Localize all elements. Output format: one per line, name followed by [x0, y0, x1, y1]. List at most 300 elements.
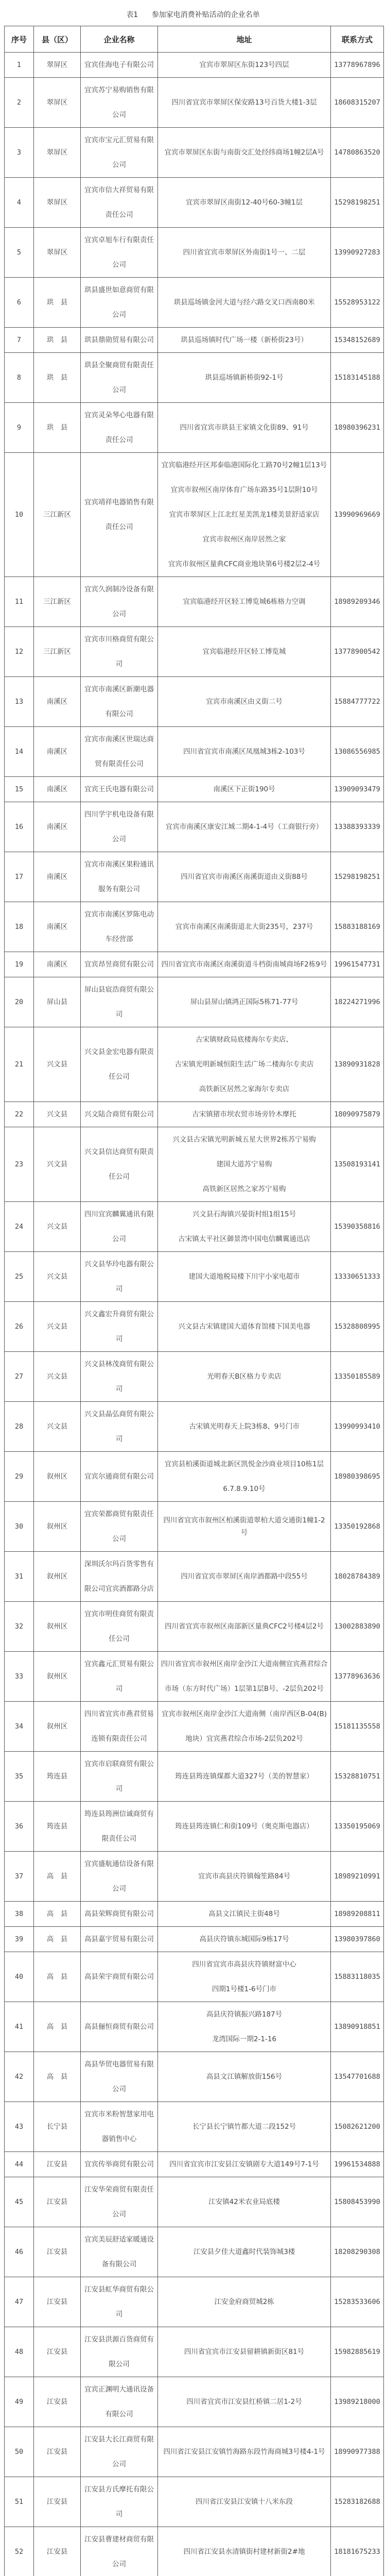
- cell-phone: 13890918851: [331, 2002, 384, 2052]
- cell-address: [158, 2002, 331, 2052]
- cell-no: 18: [5, 902, 34, 952]
- company-name-line: 宜宾盛航通信设备有限: [83, 1852, 155, 1876]
- address-line: 四川省宜宾市江安县留耕镇新街区81号: [160, 2346, 328, 2358]
- company-name-line: 宜宾佳海电子有限公司: [83, 59, 155, 71]
- address-line: 兴文县古宋镇建国大道体育馆楼下国美电器: [160, 1320, 328, 1333]
- address-line: 四川省宜宾市珙县王家镇文化街89、91号: [160, 421, 328, 434]
- company-name-line: 司: [83, 1002, 155, 1027]
- company-name-line: 珙县全聚商贸有限责任: [83, 353, 155, 378]
- cell-address: [158, 777, 331, 802]
- address-line: 四川省宜宾市南溪区南溪街道斗档街南城商场F2栋9号: [160, 958, 328, 971]
- address-line: 宜宾市叙州区南岸金沙江大道南侧（南岸西区B-04(B): [160, 1702, 328, 1726]
- enterprise-table: [4, 26, 384, 2576]
- cell-county: 兴文县: [34, 1352, 81, 1402]
- cell-county: 兴文县: [34, 1302, 81, 1352]
- cell-address: [158, 802, 331, 852]
- cell-county: 南溪区: [34, 802, 81, 852]
- cell-address: [158, 78, 331, 128]
- cell-county: 高 县: [34, 2002, 81, 2052]
- table-row: [5, 1552, 384, 1602]
- address-line: 地块）宜宾燕君综合市场-2层负202号: [160, 1726, 328, 1751]
- company-name-line: 宜宾灵朵琴心电器有限: [83, 403, 155, 428]
- company-name-line: 任公司: [83, 1064, 155, 1089]
- company-name-line: 高县荣辉商贸有限公司: [83, 1908, 155, 1920]
- company-name-line: 宜宾市米粉智慧家用电: [83, 2102, 155, 2127]
- address-line: 四川省江安县水清镇街村建材新街2#地: [160, 2546, 328, 2558]
- cell-phone: 18989208811: [331, 1902, 384, 1927]
- cell-no: 3: [5, 128, 34, 178]
- company-name-line: 公司: [83, 302, 155, 327]
- table-row: [5, 727, 384, 777]
- company-name-line: 江安县曹建材商贸有限: [83, 2527, 155, 2552]
- cell-company: [81, 2227, 158, 2277]
- company-name-line: 公司: [83, 2452, 155, 2477]
- company-name-line: 司: [83, 1327, 155, 1351]
- cell-company: [81, 1252, 158, 1302]
- address-line: 屏山县屏山镇鸿正国际5栋71-77号: [160, 996, 328, 1008]
- company-name-line: 公司: [83, 1527, 155, 1551]
- cell-no: 10: [5, 453, 34, 577]
- company-name-line: 公司: [83, 602, 155, 626]
- cell-company: [81, 1702, 158, 1752]
- table-row: [5, 952, 384, 977]
- address-line: 四川省宜宾市叙州区柏溪街道翠柏大道交通街1幢1-2号: [160, 1514, 328, 1539]
- address-line: 南溪区下正街190号: [160, 783, 328, 795]
- address-line: 四川省宜宾市南溪区凤凰城3栋2-103号: [160, 745, 328, 758]
- cell-company: [81, 627, 158, 677]
- address-line: 古宋镇猪市坝农贸市场旁铃木摩托: [160, 1108, 328, 1121]
- table-header-row: [5, 26, 384, 53]
- cell-address: [158, 1602, 331, 1652]
- address-line: 江安镇42米农业局底楼: [160, 2196, 328, 2208]
- cell-company: [81, 1952, 158, 2002]
- company-name-line: 高县俪恒商贸有限公司: [83, 2021, 155, 2033]
- company-name-line: 公司: [83, 252, 155, 277]
- company-name-line: 司: [83, 1427, 155, 1451]
- cell-county: 三江新区: [34, 453, 81, 577]
- cell-address: [158, 278, 331, 328]
- cell-phone: 13990969669: [331, 453, 384, 577]
- cell-phone: 15884777722: [331, 677, 384, 727]
- cell-county: 江安县: [34, 2277, 81, 2327]
- address-line: 四川省宜宾市江安县江安镇剧专大道149号7-1号: [160, 2158, 328, 2171]
- company-name-line: 限公司宜宾酒都路分店: [83, 1577, 155, 1601]
- address-line: 高铁新区居然之家海尔专卖店: [160, 1077, 328, 1101]
- address-line: 高县文江镇解放街156号: [160, 2071, 328, 2083]
- address-line: 古宋镇光明新城恒阳生活广场二楼海尔专卖店: [160, 1052, 328, 1077]
- table-row: [5, 1402, 384, 1452]
- company-name-line: 宜宾昂昱商贸有限公司: [83, 958, 155, 971]
- company-name-line: 贸有限责任公司: [83, 752, 155, 776]
- cell-phone: 13990927283: [331, 228, 384, 278]
- cell-phone: 13890931828: [331, 1027, 384, 1102]
- table-row: [5, 328, 384, 353]
- cell-no: 15: [5, 777, 34, 802]
- cell-no: 52: [5, 2527, 34, 2576]
- cell-no: 32: [5, 1602, 34, 1652]
- table-row: [5, 1952, 384, 2002]
- address-line: 四川省江安县江安镇十八米东段: [160, 2496, 328, 2508]
- address-line: 宜宾临港经开区轻工博览城6栋格力空调: [160, 596, 328, 608]
- table-row: [5, 2102, 384, 2152]
- company-name-line: 公司: [83, 152, 155, 177]
- table-caption: [0, 9, 386, 21]
- cell-phone: 18608315207: [331, 78, 384, 128]
- company-name-line: 宜宾市明佳商贸有限责: [83, 1602, 155, 1626]
- table-row: [5, 1927, 384, 1952]
- cell-county: 叙州区: [34, 1452, 81, 1502]
- cell-no: 35: [5, 1752, 34, 1802]
- cell-phone: 13778963636: [331, 1652, 384, 1702]
- cell-address: [158, 1752, 331, 1802]
- cell-no: 14: [5, 727, 34, 777]
- company-name-line: 车经营部: [83, 927, 155, 952]
- table-title: 参加家电消费补贴活动的企业名单: [152, 11, 260, 19]
- cell-phone: 18181675233: [331, 2527, 384, 2576]
- company-name-line: 宜宾市川格商贸有限公: [83, 627, 155, 652]
- cell-phone: 15183145188: [331, 353, 384, 403]
- company-name-line: 宜宾市南溪区新潮电器: [83, 677, 155, 702]
- cell-company: [81, 1802, 158, 1852]
- cell-county: 高 县: [34, 2052, 81, 2102]
- cell-no: 11: [5, 577, 34, 627]
- address-line: 宜宾市叙州区南岸居然之家: [160, 527, 328, 552]
- address-line: 宜宾临港经开区邦泰临港国际化工路70号2幢1层13号: [160, 453, 328, 478]
- cell-company: [81, 1752, 158, 1802]
- cell-company: [81, 952, 158, 977]
- cell-address: [158, 2327, 331, 2377]
- company-name-line: 兴文陆合商贸有限公司: [83, 1108, 155, 1121]
- table-row: [5, 1652, 384, 1702]
- company-name-line: 宜宾正渊明大通讯设备: [83, 2377, 155, 2402]
- address-line: 宜宾县柏溪街道城北新区凯悦金沙商业项目10栋1层: [160, 1452, 328, 1477]
- cell-county: 兴文县: [34, 1027, 81, 1102]
- cell-county: 翠屏区: [34, 78, 81, 128]
- table-row: [5, 1452, 384, 1502]
- cell-county: 兴文县: [34, 1252, 81, 1302]
- table-row: [5, 2327, 384, 2377]
- company-name-line: 限责任公司: [83, 1826, 155, 1851]
- cell-phone: 19961547731: [331, 952, 384, 977]
- cell-phone: 18090975879: [331, 1102, 384, 1127]
- cell-county: 高 县: [34, 1927, 81, 1952]
- cell-no: 9: [5, 403, 34, 453]
- table-row: [5, 627, 384, 677]
- cell-address: [158, 1952, 331, 2002]
- cell-county: 江安县: [34, 2527, 81, 2576]
- cell-no: 33: [5, 1652, 34, 1702]
- company-name-line: 公司: [83, 2202, 155, 2227]
- cell-phone: 13388393339: [331, 802, 384, 852]
- cell-county: 江安县: [34, 2177, 81, 2227]
- company-name-line: 宜宾传举商贸有限公司: [83, 2158, 155, 2171]
- table-row: [5, 2152, 384, 2177]
- cell-company: [81, 2177, 158, 2227]
- table-row: [5, 1802, 384, 1852]
- cell-no: 7: [5, 328, 34, 353]
- address-line: 兴文县古宋镇光明新城五星大世界2栋苏宁易购: [160, 1127, 328, 1152]
- cell-county: 南溪区: [34, 852, 81, 902]
- company-name-line: 宜宾苏宁易购销售有限: [83, 78, 155, 103]
- table-row: [5, 128, 384, 178]
- company-name-line: 兴文县晶弘商贸有限公: [83, 1402, 155, 1427]
- cell-company: [81, 1202, 158, 1252]
- cell-address: [158, 627, 331, 677]
- cell-no: 38: [5, 1902, 34, 1927]
- table-row: [5, 453, 384, 577]
- cell-phone: 18980398695: [331, 1452, 384, 1502]
- cell-address: [158, 1652, 331, 1702]
- cell-company: [81, 2052, 158, 2102]
- cell-county: 长宁县: [34, 2102, 81, 2152]
- cell-county: 兴文县: [34, 1402, 81, 1452]
- table-row: [5, 1302, 384, 1352]
- company-name-line: 任公司: [83, 1164, 155, 1189]
- company-name-line: 宜宾市启联商贸有限公: [83, 1752, 155, 1776]
- cell-address: [158, 2427, 331, 2477]
- cell-no: 8: [5, 353, 34, 403]
- cell-address: [158, 1927, 331, 1952]
- cell-no: 28: [5, 1402, 34, 1452]
- cell-company: [81, 902, 158, 952]
- cell-company: [81, 1552, 158, 1602]
- company-name-line: 司: [83, 1676, 155, 1701]
- address-line: 江安金府商贸城2栋: [160, 2296, 328, 2308]
- cell-company: [81, 328, 158, 353]
- cell-address: [158, 1252, 331, 1302]
- address-line: 四川省宜宾市高县庆符镇财富中心: [160, 1952, 328, 1977]
- cell-address: [158, 1502, 331, 1552]
- cell-no: 43: [5, 2102, 34, 2152]
- company-name-line: 责任公司: [83, 428, 155, 452]
- table-number: 表1: [126, 11, 138, 19]
- header-address: 地址: [158, 26, 331, 53]
- cell-phone: 13547701688: [331, 2052, 384, 2102]
- cell-company: [81, 1602, 158, 1652]
- cell-address: [158, 902, 331, 952]
- address-line: 高铁新区居然之家苏宁易购: [160, 1177, 328, 1201]
- cell-address: [158, 1127, 331, 1202]
- company-name-line: 责任公司: [83, 202, 155, 227]
- cell-company: [81, 2277, 158, 2327]
- cell-address: [158, 1302, 331, 1352]
- address-line: 四川省江安县江安镇竹海路东段竹海商城3号楼4-1号: [160, 2446, 328, 2458]
- cell-address: [158, 1102, 331, 1127]
- cell-county: 屏山县: [34, 977, 81, 1027]
- address-line: 宜宾市翠屏区南街12-40号60-3幢1层: [160, 196, 328, 209]
- cell-company: [81, 53, 158, 78]
- cell-address: [158, 53, 331, 78]
- cell-phone: 18980396231: [331, 403, 384, 453]
- cell-company: [81, 1302, 158, 1352]
- company-name-line: 宜宾市南溪区罗陈电动: [83, 902, 155, 927]
- cell-address: [158, 852, 331, 902]
- company-name-line: 宜宾荣都商贸有限责任: [83, 1502, 155, 1527]
- cell-address: [158, 1802, 331, 1852]
- cell-no: 37: [5, 1852, 34, 1902]
- cell-phone: 19961534888: [331, 2152, 384, 2177]
- company-name-line: 珙县鼎勋贸易有限公司: [83, 334, 155, 346]
- address-line: 四川省宜宾市叙州区南部新区量典CFC2号楼4层2号: [160, 1620, 328, 1633]
- cell-address: [158, 1902, 331, 1927]
- company-name-line: 任公司: [83, 1626, 155, 1651]
- company-name-line: 江安县方氏摩托有限公: [83, 2477, 155, 2502]
- cell-company: [81, 1027, 158, 1102]
- table-row: [5, 1127, 384, 1202]
- company-name-line: 宜宾市南溪区果粉通讯: [83, 852, 155, 877]
- cell-company: [81, 278, 158, 328]
- cell-address: [158, 952, 331, 977]
- cell-address: [158, 353, 331, 403]
- cell-address: [158, 328, 331, 353]
- cell-no: 40: [5, 1952, 34, 2002]
- cell-no: 49: [5, 2377, 34, 2427]
- cell-county: 江安县: [34, 2327, 81, 2377]
- table-row: [5, 2477, 384, 2527]
- cell-no: 26: [5, 1302, 34, 1352]
- address-line: 古宋镇太平社区御景湾中国电信麟翼通迅店: [160, 1227, 328, 1251]
- company-name-line: 宜宾王氏电器有限公司: [83, 783, 155, 795]
- cell-company: [81, 777, 158, 802]
- company-name-line: 兴文鑫宏升商贸有限公: [83, 1302, 155, 1327]
- cell-no: 44: [5, 2152, 34, 2177]
- cell-phone: 15883188169: [331, 902, 384, 952]
- cell-address: [158, 2052, 331, 2102]
- address-line: 四川省宜宾市翠屏区保安路13号百货大楼1-3层: [160, 96, 328, 109]
- cell-phone: 15298198251: [331, 852, 384, 902]
- cell-county: 珙 县: [34, 403, 81, 453]
- cell-no: 27: [5, 1352, 34, 1402]
- cell-county: 高 县: [34, 1952, 81, 2002]
- cell-company: [81, 1927, 158, 1952]
- cell-no: 20: [5, 977, 34, 1027]
- cell-county: 翠屏区: [34, 53, 81, 78]
- cell-phone: 15328810751: [331, 1752, 384, 1802]
- cell-no: 34: [5, 1702, 34, 1752]
- table-row: [5, 977, 384, 1027]
- cell-no: 21: [5, 1027, 34, 1102]
- company-name-line: 四川学宇机电设备有限: [83, 802, 155, 827]
- cell-county: 高 县: [34, 1852, 81, 1902]
- company-name-line: 高县嘉宇贸易有限公司: [83, 1933, 155, 1945]
- cell-company: [81, 1402, 158, 1452]
- cell-phone: 18989209346: [331, 577, 384, 627]
- cell-address: [158, 1452, 331, 1502]
- cell-phone: 13980397860: [331, 1927, 384, 1952]
- company-name-line: 宜宾美辰舒适家暖通设: [83, 2227, 155, 2252]
- address-line: 宜宾市高县庆符镇翰笙路84号: [160, 1870, 328, 1883]
- address-line: 宜宾市南溪区康安江城二期4-1-4号（工商银行旁）: [160, 821, 328, 833]
- cell-phone: 14780863520: [331, 128, 384, 178]
- table-row: [5, 2377, 384, 2427]
- cell-address: [158, 1402, 331, 1452]
- company-name-line: 珙县盛世如意商贸有限: [83, 278, 155, 302]
- cell-no: 17: [5, 852, 34, 902]
- cell-county: 翠屏区: [34, 128, 81, 178]
- address-line: 江安县夕佳大道鑫时代装饰城3楼: [160, 2246, 328, 2258]
- address-line: 宜宾市叙州区南岸体育广场东路35号1层附10号: [160, 478, 328, 502]
- cell-company: [81, 178, 158, 228]
- cell-no: 48: [5, 2327, 34, 2377]
- cell-company: [81, 2102, 158, 2152]
- cell-address: [158, 2177, 331, 2227]
- cell-company: [81, 2527, 158, 2576]
- table-row: [5, 78, 384, 128]
- company-name-line: 兴文县信达商贸有限责: [83, 1140, 155, 1164]
- cell-phone: 13350192868: [331, 1502, 384, 1552]
- cell-phone: 13002883890: [331, 1602, 384, 1652]
- cell-address: [158, 977, 331, 1027]
- address-line: 建国大道苏宁易购: [160, 1152, 328, 1177]
- address-line: 6.7.8.9.10号: [160, 1477, 328, 1501]
- address-line: 四期1号楼1-6号门市: [160, 1977, 328, 2002]
- cell-county: 翠屏区: [34, 178, 81, 228]
- cell-county: 高 县: [34, 1902, 81, 1927]
- cell-county: 兴文县: [34, 1102, 81, 1127]
- cell-county: 三江新区: [34, 627, 81, 677]
- cell-phone: 15283533606: [331, 2277, 384, 2327]
- company-name-line: 公司: [83, 103, 155, 127]
- cell-company: [81, 727, 158, 777]
- cell-company: [81, 977, 158, 1027]
- header-phone: 联系方式: [331, 26, 384, 53]
- company-name-line: 屏山县宸浩商贸有限公: [83, 977, 155, 1002]
- cell-address: [158, 2102, 331, 2152]
- cell-address: [158, 2152, 331, 2177]
- table-row: [5, 577, 384, 627]
- cell-no: 12: [5, 627, 34, 677]
- company-name-line: 有限公司: [83, 2402, 155, 2427]
- company-name-line: 高县荣宇商贸有限公司: [83, 1971, 155, 1983]
- company-name-line: 四川省宜宾市燕君贸易: [83, 1702, 155, 1726]
- cell-phone: 15528953122: [331, 278, 384, 328]
- cell-address: [158, 228, 331, 278]
- address-line: 高县文江镇民主街48号: [160, 1908, 328, 1920]
- company-name-line: 宜宾久润制冷设备有限: [83, 577, 155, 602]
- company-name-line: 兴文县林茂商贸有限公: [83, 1352, 155, 1377]
- company-name-line: 宜宾市南溪区世瑞达商: [83, 727, 155, 752]
- table-body: [5, 53, 384, 2576]
- cell-phone: 15328808995: [331, 1302, 384, 1352]
- company-name-line: 公司: [83, 1876, 155, 1901]
- address-line: 宜宾市南溪区南溪街道北大街235号，237号: [160, 921, 328, 933]
- table-row: [5, 2427, 384, 2477]
- cell-no: 50: [5, 2427, 34, 2477]
- cell-county: 南溪区: [34, 902, 81, 952]
- cell-no: 19: [5, 952, 34, 977]
- cell-company: [81, 677, 158, 727]
- cell-county: 南溪区: [34, 677, 81, 727]
- cell-no: 29: [5, 1452, 34, 1502]
- table-row: [5, 1502, 384, 1552]
- cell-address: [158, 128, 331, 178]
- table-row: [5, 1252, 384, 1302]
- company-name-line: 备有限公司: [83, 2252, 155, 2277]
- cell-address: [158, 727, 331, 777]
- cell-company: [81, 1352, 158, 1402]
- address-line: 市场（东方时代广场）1层第1层B号、-2层负202号: [160, 1676, 328, 1701]
- company-name-line: 江安县虹华商贸有限公: [83, 2277, 155, 2302]
- cell-phone: 18028784389: [331, 1552, 384, 1602]
- company-name-line: 宜宾尔通商贸有限公司: [83, 1470, 155, 1483]
- company-name-line: 公司: [83, 1227, 155, 1251]
- cell-company: [81, 802, 158, 852]
- cell-company: [81, 2002, 158, 2052]
- cell-company: [81, 2477, 158, 2527]
- company-name-line: 宜宾鑫元汇贸易有限公: [83, 1652, 155, 1676]
- cell-address: [158, 1852, 331, 1902]
- company-name-line: 司: [83, 652, 155, 676]
